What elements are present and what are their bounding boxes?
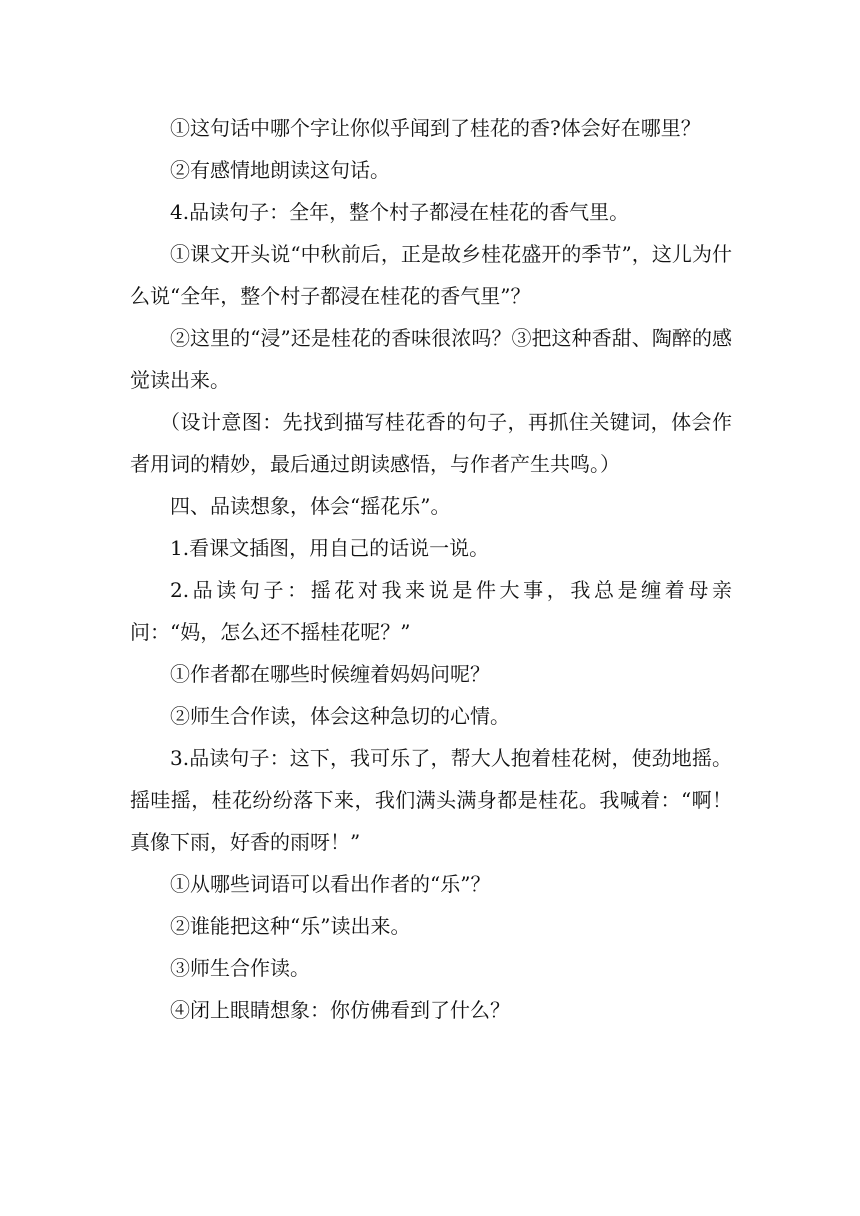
paragraph-cooperative-reading: ②师生合作读，体会这种急切的心情。 (170, 704, 510, 728)
paragraph-design-intent: （设计意图：先找到描写桂花香的句子，再抓住关键词，体会作者用词的精妙，最后通过朗读感悟，与作者产生共鸣。） (130, 410, 732, 476)
paragraph-question-fragrance-word: ①这句话中哪个字让你似乎闻到了桂花的香?体会好在哪里？ (170, 116, 701, 140)
document-body (130, 107, 732, 1031)
paragraph-question-whole-year: ①课文开头说“中秋前后，正是故乡桂花盛开的季节”，这儿为什么说“全年，整个村子都浸在桂花的香气里”？ (130, 242, 732, 308)
paragraph-step-3-sentence: 3.品读句子：这下，我可乐了，帮大人抱着桂花树，使劲地摇。摇哇摇，桂花纷纷落下来，我们满头满身都是桂花。我喊着：“啊！真像下雨，好香的雨呀！” (130, 746, 732, 854)
paragraph-imagine: ④闭上眼睛想象：你仿佛看到了什么？ (170, 998, 510, 1022)
paragraph-step-4: 4.品读句子：全年，整个村子都浸在桂花的香气里。 (170, 200, 630, 224)
paragraph-teacher-student-reading: ③师生合作读。 (170, 956, 310, 980)
section-heading-four: 四、品读想象，体会“摇花乐”。 (170, 494, 451, 518)
paragraph-step-2-sentence: 2.品读句子：摇花对我来说是件大事，我总是缠着母亲问：“妈，怎么还不摇桂花呢？” (130, 578, 732, 644)
paragraph-question-soak: ②这里的“浸”还是桂花的香味很浓吗？③把这种香甜、陶醉的感觉读出来。 (130, 326, 732, 392)
paragraph-question-joy-words: ①从哪些词语可以看出作者的“乐”？ (170, 872, 491, 896)
paragraph-read-aloud: ②有感情地朗读这句话。 (170, 158, 390, 182)
paragraph-question-when: ①作者都在哪些时候缠着妈妈问呢？ (170, 662, 490, 686)
paragraph-step-1-illustration: 1.看课文插图，用自己的话说一说。 (170, 536, 490, 560)
paragraph-read-joy: ②谁能把这种“乐”读出来。 (170, 914, 411, 938)
